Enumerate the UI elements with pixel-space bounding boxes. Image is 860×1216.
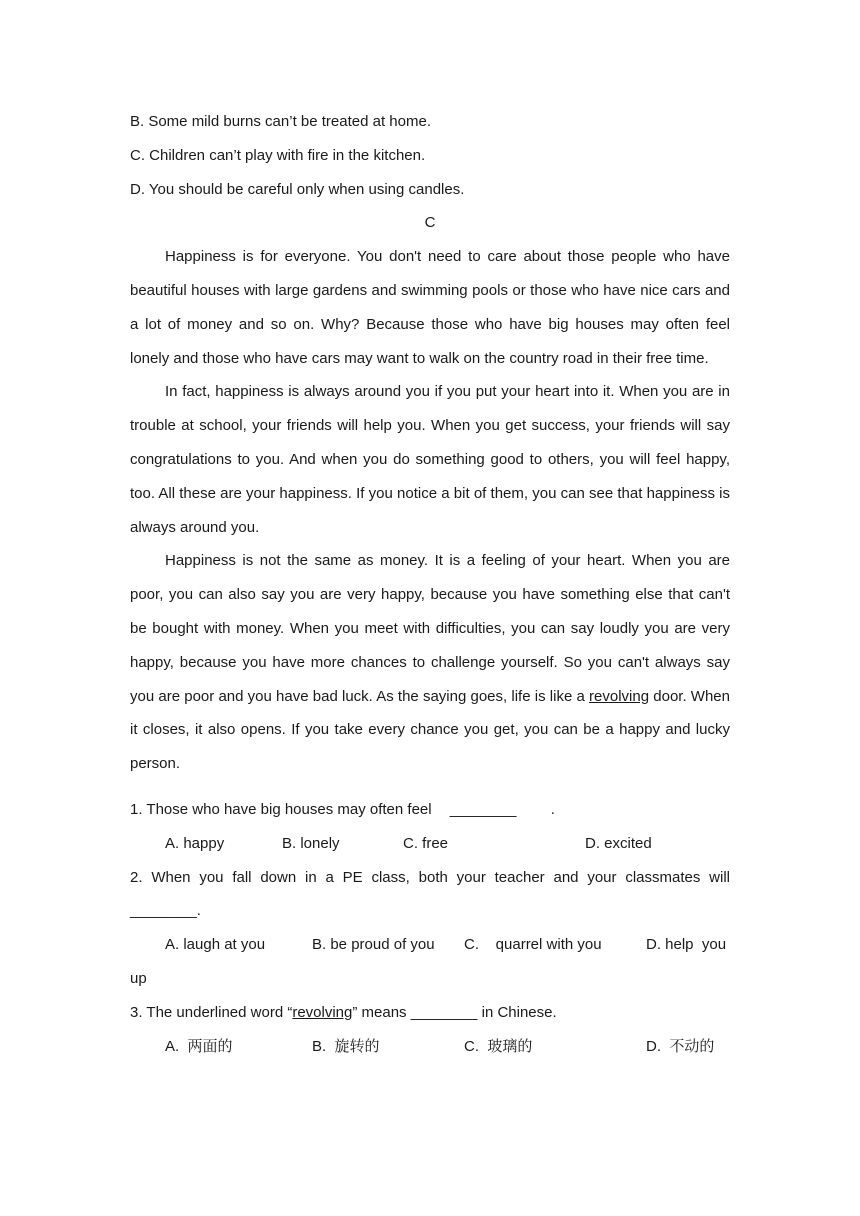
question-1-option-b: B. lonely [282, 834, 340, 852]
question-2-option-b: B. be proud of you [312, 936, 435, 954]
section-heading: C [424, 214, 436, 232]
passage [130, 240, 730, 781]
prev-option-b: B. Some mild burns can’t be treated at home. [130, 113, 431, 130]
passage-paragraph-1: Happiness is for everyone. You don't need to care about those people who have beautiful houses with large gardens and swimming pools or those who have nice cars and a lot of money and so on. Why? Because those who have big houses may often feel lonely and those who have cars may want to walk on the country road in their free time. [130, 248, 730, 367]
question-2 [130, 861, 730, 895]
question-2-option-a: A. laugh at you [165, 936, 266, 954]
question-2-option-d-wrap: up [130, 969, 147, 987]
question-2-option-d: D. help you [646, 936, 727, 954]
question-3 [130, 996, 730, 1030]
underlined-word: revolving [589, 687, 650, 705]
question-3-option-d: D. 不动的 [646, 1037, 715, 1055]
question-1-options [130, 827, 730, 861]
question-3-options [130, 1030, 730, 1064]
paragraph-3-text-before: Happiness is not the same as money. It is a feeling of your heart. When you are poor, you can also say you are very happy, because you have something else that can't be bought with money. When you meet with difficulties, you can say loudly you are very happy, because you have more chances to challenge yourself. So you can't always say you are poor and you have bad luck. As the saying goes, life is like a [130, 552, 730, 705]
prev-option-c: C. Children can’t play with fire in the kitchen. [130, 146, 426, 164]
question-1-stem: 1. Those who have big houses may often feel [130, 800, 432, 818]
question-1-end: . [550, 800, 555, 818]
question-2-blank-line [130, 894, 730, 928]
question-1-option-d: D. excited [585, 834, 652, 852]
paragraph-3-text-after: door. When it closes, it also opens. If you take every chance you get, you can be a happy and lucky person. [130, 687, 730, 773]
question-2-option-c: C. quarrel with you [464, 936, 602, 954]
passage-paragraph-2: In fact, happiness is always around you if you put your heart into it. When you are in trouble at school, your friends will help you. When you get success, your friends will say congratulations to you. And when you do something good to others, you will feel happy, too. All these are your happiness. If you notice a bit of them, you can see that happiness is always around you. [130, 383, 730, 536]
prev-option-d: D. You should be careful only when using candles. [130, 180, 465, 198]
question-3-stem-before: 3. The underlined word “ [130, 1003, 293, 1021]
question-2-stem: 2. When you fall down in a PE class, both your teacher and your classmates will [130, 868, 730, 886]
question-2-blank: ________ [130, 902, 197, 920]
question-1-option-a: A. happy [165, 834, 225, 852]
question-3-option-b: B. 旋转的 [312, 1037, 380, 1055]
question-3-underlined-word: revolving [292, 1003, 353, 1021]
question-1-option-c: C. free [403, 834, 449, 852]
question-2-options [130, 928, 730, 962]
question-2-end: . [196, 902, 201, 920]
document-page [130, 105, 730, 1063]
question-1-blank: ________ [449, 800, 517, 818]
question-3-option-a: A. 两面的 [165, 1037, 233, 1055]
question-1 [130, 793, 730, 827]
question-3-option-c: C. 玻璃的 [464, 1037, 533, 1055]
question-3-stem-after: ” means ________ in Chinese. [352, 1003, 557, 1021]
passage-paragraph-3 [130, 544, 730, 781]
